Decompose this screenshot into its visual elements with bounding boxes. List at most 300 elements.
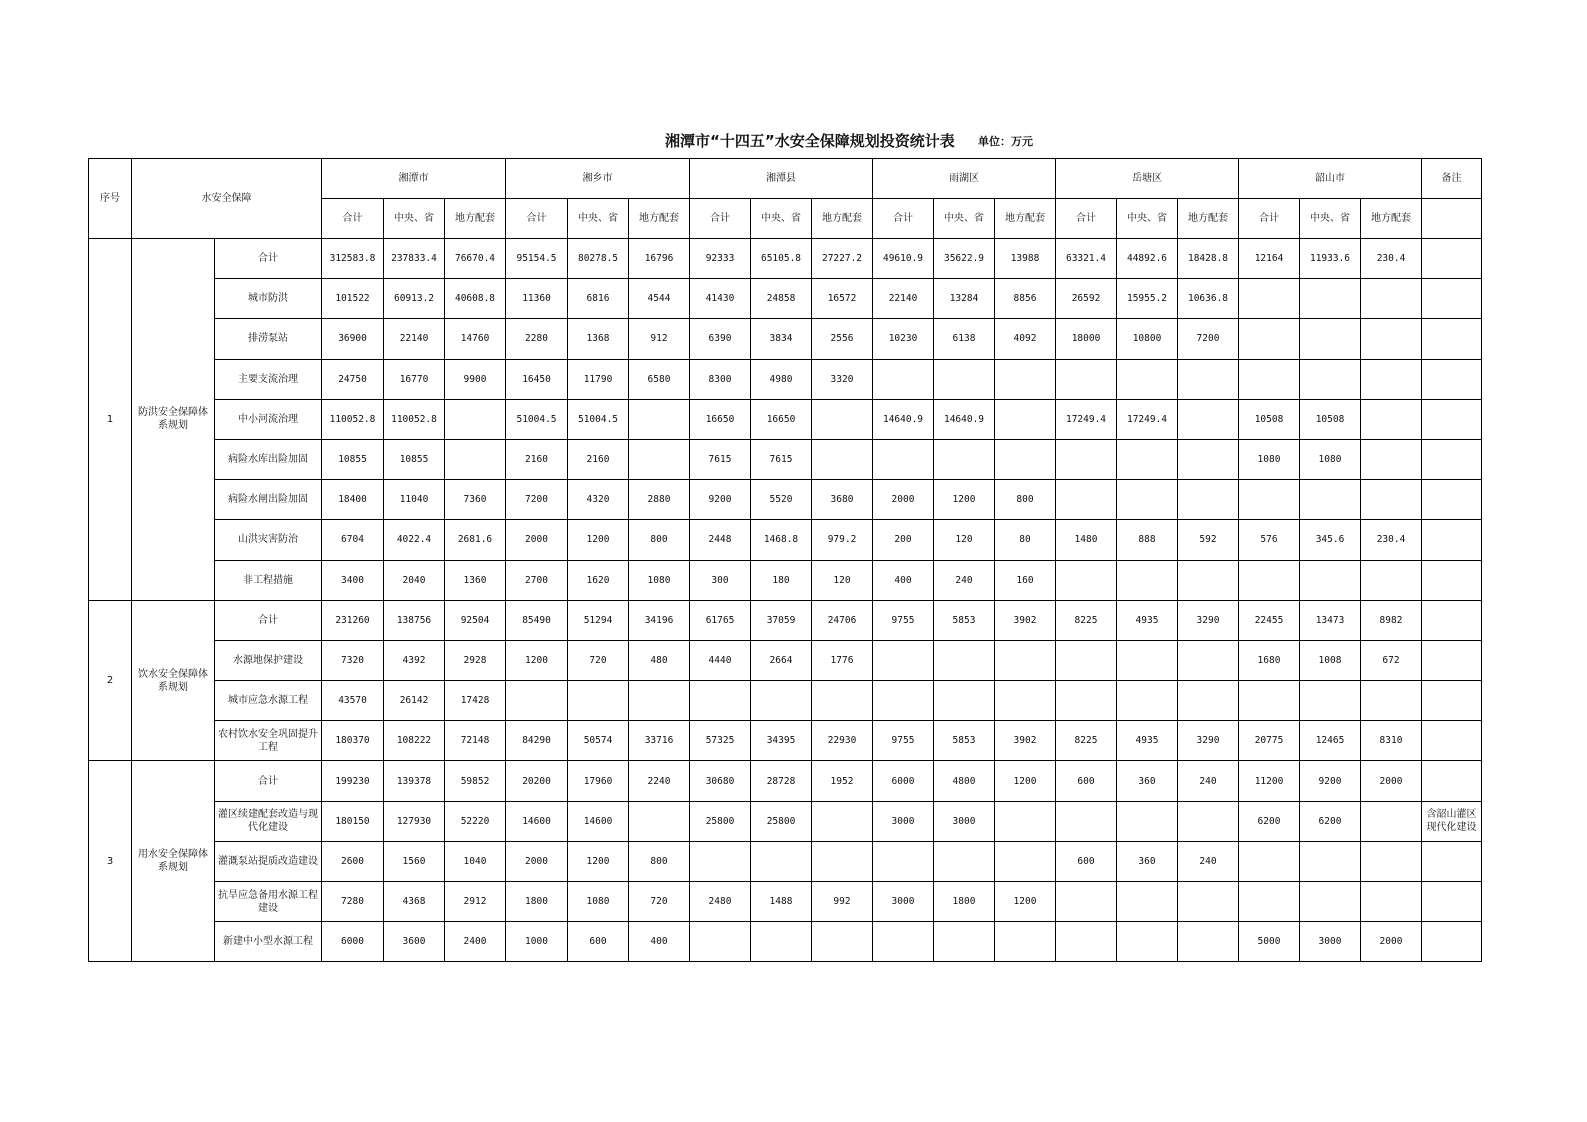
value-cell: 18428.8 xyxy=(1178,239,1239,279)
value-cell xyxy=(1300,480,1361,520)
value-cell: 11040 xyxy=(384,480,445,520)
value-cell xyxy=(1300,841,1361,881)
value-cell: 1560 xyxy=(384,841,445,881)
value-cell: 2912 xyxy=(445,882,506,922)
value-cell xyxy=(1178,801,1239,841)
value-cell: 2000 xyxy=(506,520,568,560)
value-cell: 600 xyxy=(568,922,629,962)
item-name: 新建中小型水源工程 xyxy=(215,922,322,962)
value-cell: 44892.6 xyxy=(1117,239,1178,279)
value-cell: 2160 xyxy=(506,439,568,479)
value-cell: 34395 xyxy=(751,721,812,761)
value-cell xyxy=(1361,480,1422,520)
value-cell: 9755 xyxy=(873,600,934,640)
header-subcolumn: 地方配套 xyxy=(1178,199,1239,239)
value-cell: 800 xyxy=(995,480,1056,520)
value-cell: 25800 xyxy=(690,801,751,841)
table-row xyxy=(89,520,1482,560)
value-cell: 92333 xyxy=(690,239,751,279)
value-cell: 8856 xyxy=(995,279,1056,319)
value-cell: 15955.2 xyxy=(1117,279,1178,319)
value-cell xyxy=(1178,359,1239,399)
value-cell xyxy=(690,922,751,962)
value-cell: 11790 xyxy=(568,359,629,399)
value-cell: 800 xyxy=(629,841,690,881)
remark-cell: 含韶山灌区现代化建设 xyxy=(1422,801,1482,841)
value-cell: 17249.4 xyxy=(1117,399,1178,439)
unit-label: 单位：万元 xyxy=(978,135,1033,148)
remark-cell xyxy=(1422,721,1482,761)
group-name: 防洪安全保障体系规划 xyxy=(132,239,215,601)
value-cell: 108222 xyxy=(384,721,445,761)
value-cell: 1200 xyxy=(568,520,629,560)
value-cell: 240 xyxy=(1178,761,1239,801)
value-cell: 110052.8 xyxy=(322,399,384,439)
header-subcolumn: 地方配套 xyxy=(445,199,506,239)
value-cell xyxy=(1056,922,1117,962)
value-cell: 4092 xyxy=(995,319,1056,359)
value-cell: 992 xyxy=(812,882,873,922)
value-cell: 26142 xyxy=(384,681,445,721)
header-region: 湘潭市 xyxy=(322,159,506,199)
header-region: 湘潭县 xyxy=(690,159,873,199)
header-subcolumn: 中央、省 xyxy=(751,199,812,239)
value-cell xyxy=(751,681,812,721)
value-cell: 3902 xyxy=(995,721,1056,761)
value-cell: 7615 xyxy=(751,439,812,479)
value-cell xyxy=(1117,480,1178,520)
value-cell: 9755 xyxy=(873,721,934,761)
value-cell xyxy=(934,681,995,721)
value-cell xyxy=(1056,480,1117,520)
value-cell xyxy=(934,922,995,962)
value-cell: 800 xyxy=(629,520,690,560)
value-cell xyxy=(629,801,690,841)
value-cell: 12465 xyxy=(1300,721,1361,761)
value-cell xyxy=(1056,560,1117,600)
value-cell: 7280 xyxy=(322,882,384,922)
value-cell xyxy=(1239,480,1300,520)
value-cell: 11200 xyxy=(1239,761,1300,801)
remark-cell xyxy=(1422,480,1482,520)
value-cell xyxy=(1239,319,1300,359)
value-cell xyxy=(568,681,629,721)
value-cell: 57325 xyxy=(690,721,751,761)
value-cell xyxy=(1361,319,1422,359)
remark-cell xyxy=(1422,841,1482,881)
page-title: 湘潭市“十四五”水安全保障规划投资统计表 xyxy=(665,132,955,150)
value-cell: 9200 xyxy=(690,480,751,520)
value-cell xyxy=(1239,359,1300,399)
value-cell: 9200 xyxy=(1300,761,1361,801)
value-cell xyxy=(1239,681,1300,721)
value-cell: 1952 xyxy=(812,761,873,801)
header-region: 雨湖区 xyxy=(873,159,1056,199)
value-cell: 2600 xyxy=(322,841,384,881)
value-cell xyxy=(1178,640,1239,680)
value-cell: 61765 xyxy=(690,600,751,640)
value-cell: 24750 xyxy=(322,359,384,399)
value-cell: 16796 xyxy=(629,239,690,279)
value-cell: 17960 xyxy=(568,761,629,801)
value-cell: 3834 xyxy=(751,319,812,359)
value-cell: 20200 xyxy=(506,761,568,801)
header-subcolumn: 地方配套 xyxy=(812,199,873,239)
value-cell: 22140 xyxy=(384,319,445,359)
value-cell xyxy=(812,922,873,962)
value-cell: 720 xyxy=(568,640,629,680)
value-cell: 120 xyxy=(812,560,873,600)
header-region: 湘乡市 xyxy=(506,159,690,199)
value-cell: 92504 xyxy=(445,600,506,640)
value-cell xyxy=(1178,882,1239,922)
value-cell: 2880 xyxy=(629,480,690,520)
value-cell xyxy=(812,841,873,881)
value-cell: 8300 xyxy=(690,359,751,399)
value-cell: 6580 xyxy=(629,359,690,399)
value-cell: 2000 xyxy=(1361,922,1422,962)
value-cell: 24706 xyxy=(812,600,873,640)
value-cell: 240 xyxy=(1178,841,1239,881)
value-cell: 1468.8 xyxy=(751,520,812,560)
item-name: 灌溉泵站提质改造建设 xyxy=(215,841,322,881)
value-cell xyxy=(1300,560,1361,600)
value-cell: 6816 xyxy=(568,279,629,319)
value-cell: 2280 xyxy=(506,319,568,359)
table-row xyxy=(89,439,1482,479)
value-cell: 25800 xyxy=(751,801,812,841)
value-cell: 3290 xyxy=(1178,721,1239,761)
value-cell xyxy=(751,922,812,962)
item-name: 农村饮水安全巩固提升工程 xyxy=(215,721,322,761)
value-cell: 230.4 xyxy=(1361,239,1422,279)
header-subcolumn: 合计 xyxy=(690,199,751,239)
item-name: 城市应急水源工程 xyxy=(215,681,322,721)
value-cell: 80 xyxy=(995,520,1056,560)
value-cell: 120 xyxy=(934,520,995,560)
value-cell: 51004.5 xyxy=(506,399,568,439)
value-cell xyxy=(1361,439,1422,479)
value-cell: 60913.2 xyxy=(384,279,445,319)
table-row xyxy=(89,480,1482,520)
value-cell: 16650 xyxy=(751,399,812,439)
table-row xyxy=(89,640,1482,680)
value-cell: 17428 xyxy=(445,681,506,721)
header-subcolumn: 中央、省 xyxy=(1117,199,1178,239)
remark-cell xyxy=(1422,520,1482,560)
value-cell: 160 xyxy=(995,560,1056,600)
table-row xyxy=(89,882,1482,922)
value-cell: 600 xyxy=(1056,841,1117,881)
header-region: 韶山市 xyxy=(1239,159,1422,199)
value-cell: 180 xyxy=(751,560,812,600)
value-cell: 16450 xyxy=(506,359,568,399)
value-cell: 888 xyxy=(1117,520,1178,560)
value-cell: 2240 xyxy=(629,761,690,801)
value-cell xyxy=(873,640,934,680)
value-cell xyxy=(995,359,1056,399)
value-cell: 180370 xyxy=(322,721,384,761)
value-cell xyxy=(1117,882,1178,922)
remark-cell xyxy=(1422,359,1482,399)
value-cell xyxy=(1117,801,1178,841)
value-cell: 4935 xyxy=(1117,721,1178,761)
value-cell xyxy=(1056,359,1117,399)
value-cell: 1008 xyxy=(1300,640,1361,680)
value-cell xyxy=(873,841,934,881)
value-cell xyxy=(812,681,873,721)
item-name: 城市防洪 xyxy=(215,279,322,319)
header-subcolumn: 合计 xyxy=(506,199,568,239)
value-cell: 52220 xyxy=(445,801,506,841)
value-cell: 8225 xyxy=(1056,721,1117,761)
value-cell: 4368 xyxy=(384,882,445,922)
value-cell xyxy=(934,640,995,680)
value-cell xyxy=(629,681,690,721)
value-cell: 3000 xyxy=(1300,922,1361,962)
item-name: 抗旱应急备用水源工程建设 xyxy=(215,882,322,922)
value-cell xyxy=(1056,882,1117,922)
value-cell: 3000 xyxy=(873,801,934,841)
value-cell xyxy=(1361,801,1422,841)
item-name: 病险水库出险加固 xyxy=(215,439,322,479)
header-subcolumn: 中央、省 xyxy=(1300,199,1361,239)
value-cell xyxy=(1117,640,1178,680)
value-cell: 5000 xyxy=(1239,922,1300,962)
value-cell: 8310 xyxy=(1361,721,1422,761)
value-cell: 11933.6 xyxy=(1300,239,1361,279)
value-cell xyxy=(1361,560,1422,600)
header-subcolumn: 合计 xyxy=(1239,199,1300,239)
value-cell: 4800 xyxy=(934,761,995,801)
value-cell: 592 xyxy=(1178,520,1239,560)
remark-cell xyxy=(1422,279,1482,319)
table-row xyxy=(89,841,1482,881)
remark-cell xyxy=(1422,882,1482,922)
value-cell xyxy=(995,801,1056,841)
value-cell: 300 xyxy=(690,560,751,600)
value-cell xyxy=(1178,439,1239,479)
value-cell: 6390 xyxy=(690,319,751,359)
value-cell: 65105.8 xyxy=(751,239,812,279)
remark-cell xyxy=(1422,600,1482,640)
value-cell: 35622.9 xyxy=(934,239,995,279)
group-seq: 3 xyxy=(89,761,132,962)
value-cell: 1680 xyxy=(1239,640,1300,680)
value-cell: 12164 xyxy=(1239,239,1300,279)
value-cell xyxy=(995,681,1056,721)
header-seq: 序号 xyxy=(89,159,132,239)
value-cell: 17249.4 xyxy=(1056,399,1117,439)
value-cell: 6200 xyxy=(1300,801,1361,841)
value-cell xyxy=(1178,681,1239,721)
value-cell: 9900 xyxy=(445,359,506,399)
value-cell: 138756 xyxy=(384,600,445,640)
value-cell: 1040 xyxy=(445,841,506,881)
value-cell: 3000 xyxy=(873,882,934,922)
item-name: 山洪灾害防治 xyxy=(215,520,322,560)
value-cell: 979.2 xyxy=(812,520,873,560)
value-cell xyxy=(1361,882,1422,922)
value-cell: 2400 xyxy=(445,922,506,962)
value-cell xyxy=(1361,841,1422,881)
remark-cell xyxy=(1422,761,1482,801)
value-cell: 180150 xyxy=(322,801,384,841)
table-row xyxy=(89,721,1482,761)
value-cell: 11360 xyxy=(506,279,568,319)
value-cell: 199230 xyxy=(322,761,384,801)
value-cell: 84290 xyxy=(506,721,568,761)
value-cell xyxy=(812,801,873,841)
value-cell: 912 xyxy=(629,319,690,359)
value-cell: 37059 xyxy=(751,600,812,640)
value-cell: 110052.8 xyxy=(384,399,445,439)
header-subcolumn: 地方配套 xyxy=(629,199,690,239)
value-cell: 1200 xyxy=(934,480,995,520)
item-name: 水源地保护建设 xyxy=(215,640,322,680)
value-cell: 16770 xyxy=(384,359,445,399)
value-cell xyxy=(1056,640,1117,680)
value-cell: 4980 xyxy=(751,359,812,399)
value-cell: 49610.9 xyxy=(873,239,934,279)
value-cell xyxy=(995,922,1056,962)
value-cell: 20775 xyxy=(1239,721,1300,761)
value-cell: 14760 xyxy=(445,319,506,359)
header-subcolumn: 地方配套 xyxy=(1361,199,1422,239)
value-cell: 18000 xyxy=(1056,319,1117,359)
value-cell: 3320 xyxy=(812,359,873,399)
value-cell: 1360 xyxy=(445,560,506,600)
value-cell: 240 xyxy=(934,560,995,600)
table-row xyxy=(89,560,1482,600)
value-cell: 720 xyxy=(629,882,690,922)
value-cell: 2000 xyxy=(873,480,934,520)
value-cell: 6704 xyxy=(322,520,384,560)
value-cell xyxy=(1178,480,1239,520)
value-cell: 2000 xyxy=(1361,761,1422,801)
value-cell: 7200 xyxy=(1178,319,1239,359)
value-cell: 43570 xyxy=(322,681,384,721)
value-cell: 33716 xyxy=(629,721,690,761)
value-cell: 2448 xyxy=(690,520,751,560)
value-cell: 80278.5 xyxy=(568,239,629,279)
group-seq: 2 xyxy=(89,600,132,761)
value-cell xyxy=(1361,399,1422,439)
value-cell: 4320 xyxy=(568,480,629,520)
value-cell: 7200 xyxy=(506,480,568,520)
value-cell: 2664 xyxy=(751,640,812,680)
remark-cell xyxy=(1422,439,1482,479)
item-name: 非工程措施 xyxy=(215,560,322,600)
value-cell: 127930 xyxy=(384,801,445,841)
value-cell: 28728 xyxy=(751,761,812,801)
value-cell: 63321.4 xyxy=(1056,239,1117,279)
value-cell: 10855 xyxy=(384,439,445,479)
value-cell: 360 xyxy=(1117,841,1178,881)
value-cell: 1080 xyxy=(1300,439,1361,479)
item-name: 中小河流治理 xyxy=(215,399,322,439)
value-cell: 3000 xyxy=(934,801,995,841)
value-cell: 95154.5 xyxy=(506,239,568,279)
value-cell: 13988 xyxy=(995,239,1056,279)
value-cell: 2160 xyxy=(568,439,629,479)
investment-table xyxy=(88,158,1482,962)
remark-cell xyxy=(1422,239,1482,279)
value-cell: 16650 xyxy=(690,399,751,439)
value-cell xyxy=(1239,279,1300,319)
value-cell: 480 xyxy=(629,640,690,680)
value-cell: 2480 xyxy=(690,882,751,922)
value-cell: 14640.9 xyxy=(873,399,934,439)
value-cell xyxy=(873,681,934,721)
value-cell: 2928 xyxy=(445,640,506,680)
value-cell: 1776 xyxy=(812,640,873,680)
item-name: 合计 xyxy=(215,239,322,279)
remark-cell xyxy=(1422,560,1482,600)
header-row-regions xyxy=(89,159,1482,199)
value-cell: 4392 xyxy=(384,640,445,680)
value-cell xyxy=(1361,359,1422,399)
value-cell xyxy=(873,922,934,962)
table-row xyxy=(89,801,1482,841)
value-cell: 360 xyxy=(1117,761,1178,801)
value-cell: 1000 xyxy=(506,922,568,962)
value-cell: 41430 xyxy=(690,279,751,319)
value-cell: 6000 xyxy=(873,761,934,801)
value-cell xyxy=(812,399,873,439)
value-cell: 24858 xyxy=(751,279,812,319)
value-cell xyxy=(934,439,995,479)
item-name: 合计 xyxy=(215,600,322,640)
value-cell: 10855 xyxy=(322,439,384,479)
group-name: 饮水安全保障体系规划 xyxy=(132,600,215,761)
remark-cell xyxy=(1422,319,1482,359)
value-cell xyxy=(1117,439,1178,479)
value-cell: 6000 xyxy=(322,922,384,962)
value-cell xyxy=(812,439,873,479)
value-cell: 10230 xyxy=(873,319,934,359)
value-cell: 139378 xyxy=(384,761,445,801)
header-category: 水安全保障 xyxy=(132,159,322,239)
value-cell: 40608.8 xyxy=(445,279,506,319)
value-cell: 2700 xyxy=(506,560,568,600)
value-cell: 6138 xyxy=(934,319,995,359)
value-cell: 18400 xyxy=(322,480,384,520)
value-cell: 4544 xyxy=(629,279,690,319)
value-cell: 5853 xyxy=(934,600,995,640)
value-cell: 7615 xyxy=(690,439,751,479)
value-cell xyxy=(995,640,1056,680)
value-cell xyxy=(1117,359,1178,399)
value-cell xyxy=(934,841,995,881)
value-cell: 345.6 xyxy=(1300,520,1361,560)
value-cell: 8225 xyxy=(1056,600,1117,640)
table-row xyxy=(89,399,1482,439)
table-row xyxy=(89,279,1482,319)
value-cell xyxy=(873,359,934,399)
value-cell: 1080 xyxy=(1239,439,1300,479)
value-cell: 34196 xyxy=(629,600,690,640)
value-cell: 10508 xyxy=(1239,399,1300,439)
value-cell xyxy=(1300,681,1361,721)
value-cell: 576 xyxy=(1239,520,1300,560)
value-cell: 30680 xyxy=(690,761,751,801)
value-cell: 1368 xyxy=(568,319,629,359)
value-cell: 3400 xyxy=(322,560,384,600)
value-cell: 4022.4 xyxy=(384,520,445,560)
header-region: 岳塘区 xyxy=(1056,159,1239,199)
header-subcolumn: 合计 xyxy=(322,199,384,239)
